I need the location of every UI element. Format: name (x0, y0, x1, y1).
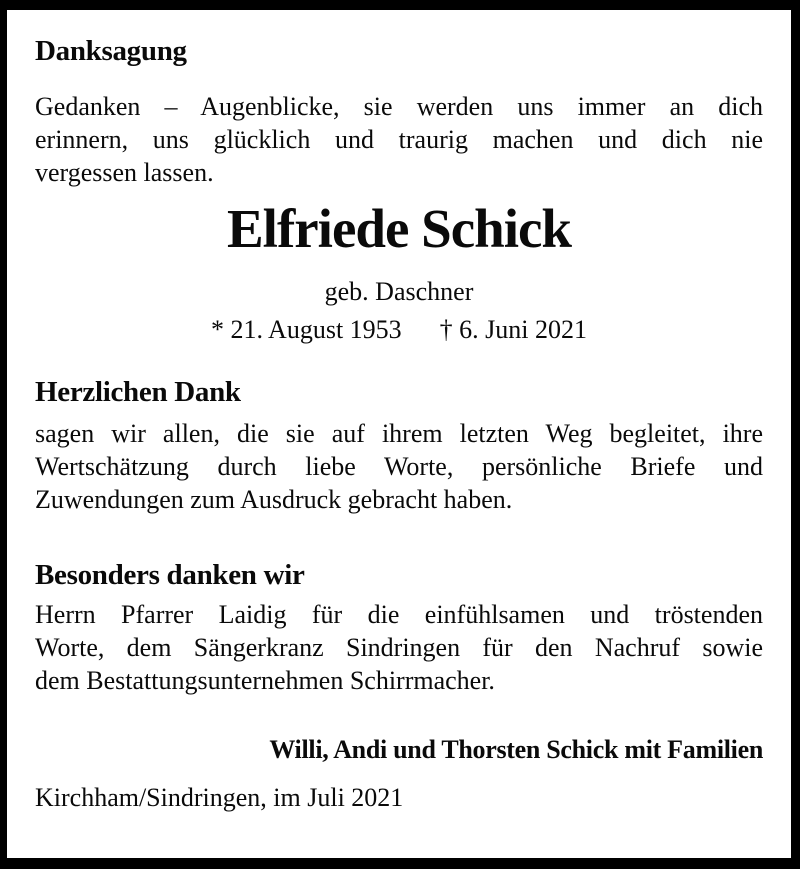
thanks-line-1: sagen wir allen, die sie auf ihrem letzten Weg begleitet, ihre (35, 419, 763, 448)
special-thanks-line-1: Herrn Pfarrer Laidig für die einfühlsamen und tröstenden (35, 600, 763, 629)
thanks-line-3: Zuwendungen zum Ausdruck gebracht haben. (35, 485, 513, 514)
place-and-date-line: Kirchham/Sindringen, im Juli 2021 (35, 783, 404, 812)
special-thanks-line-2: Worte, dem Sängerkranz Sindringen für den Nachruf sowie (35, 633, 763, 662)
thanks-paragraph (35, 417, 763, 516)
section-heading-herzlichen-dank: Herzlichen Dank (35, 376, 241, 408)
thanks-line-2: Wertschätzung durch liebe Worte, persönliche Briefe und (35, 452, 763, 481)
section-heading-danksagung: Danksagung (35, 35, 187, 67)
obituary-page (7, 10, 791, 858)
intro-line-3: vergessen lassen. (35, 158, 214, 187)
intro-line-1: Gedanken – Augenblicke, sie werden uns immer an dich (35, 92, 763, 121)
deceased-name: Elfriede Schick (226, 198, 571, 259)
special-thanks-paragraph (35, 598, 763, 697)
birth-date: * 21. August 1953 (210, 315, 402, 344)
birth-name: geb. Daschner (324, 277, 474, 306)
life-dates (35, 313, 763, 346)
intro-paragraph (35, 90, 763, 189)
section-heading-besonders-danken-wir: Besonders danken wir (35, 559, 305, 591)
death-date: † 6. Juni 2021 (439, 315, 588, 344)
mourning-family-line: Willi, Andi und Thorsten Schick mit Familien (269, 735, 763, 764)
intro-line-2: erinnern, uns glücklich und traurig machen und dich nie (35, 125, 763, 154)
special-thanks-line-3: dem Bestattungsunternehmen Schirrmacher. (35, 666, 495, 695)
